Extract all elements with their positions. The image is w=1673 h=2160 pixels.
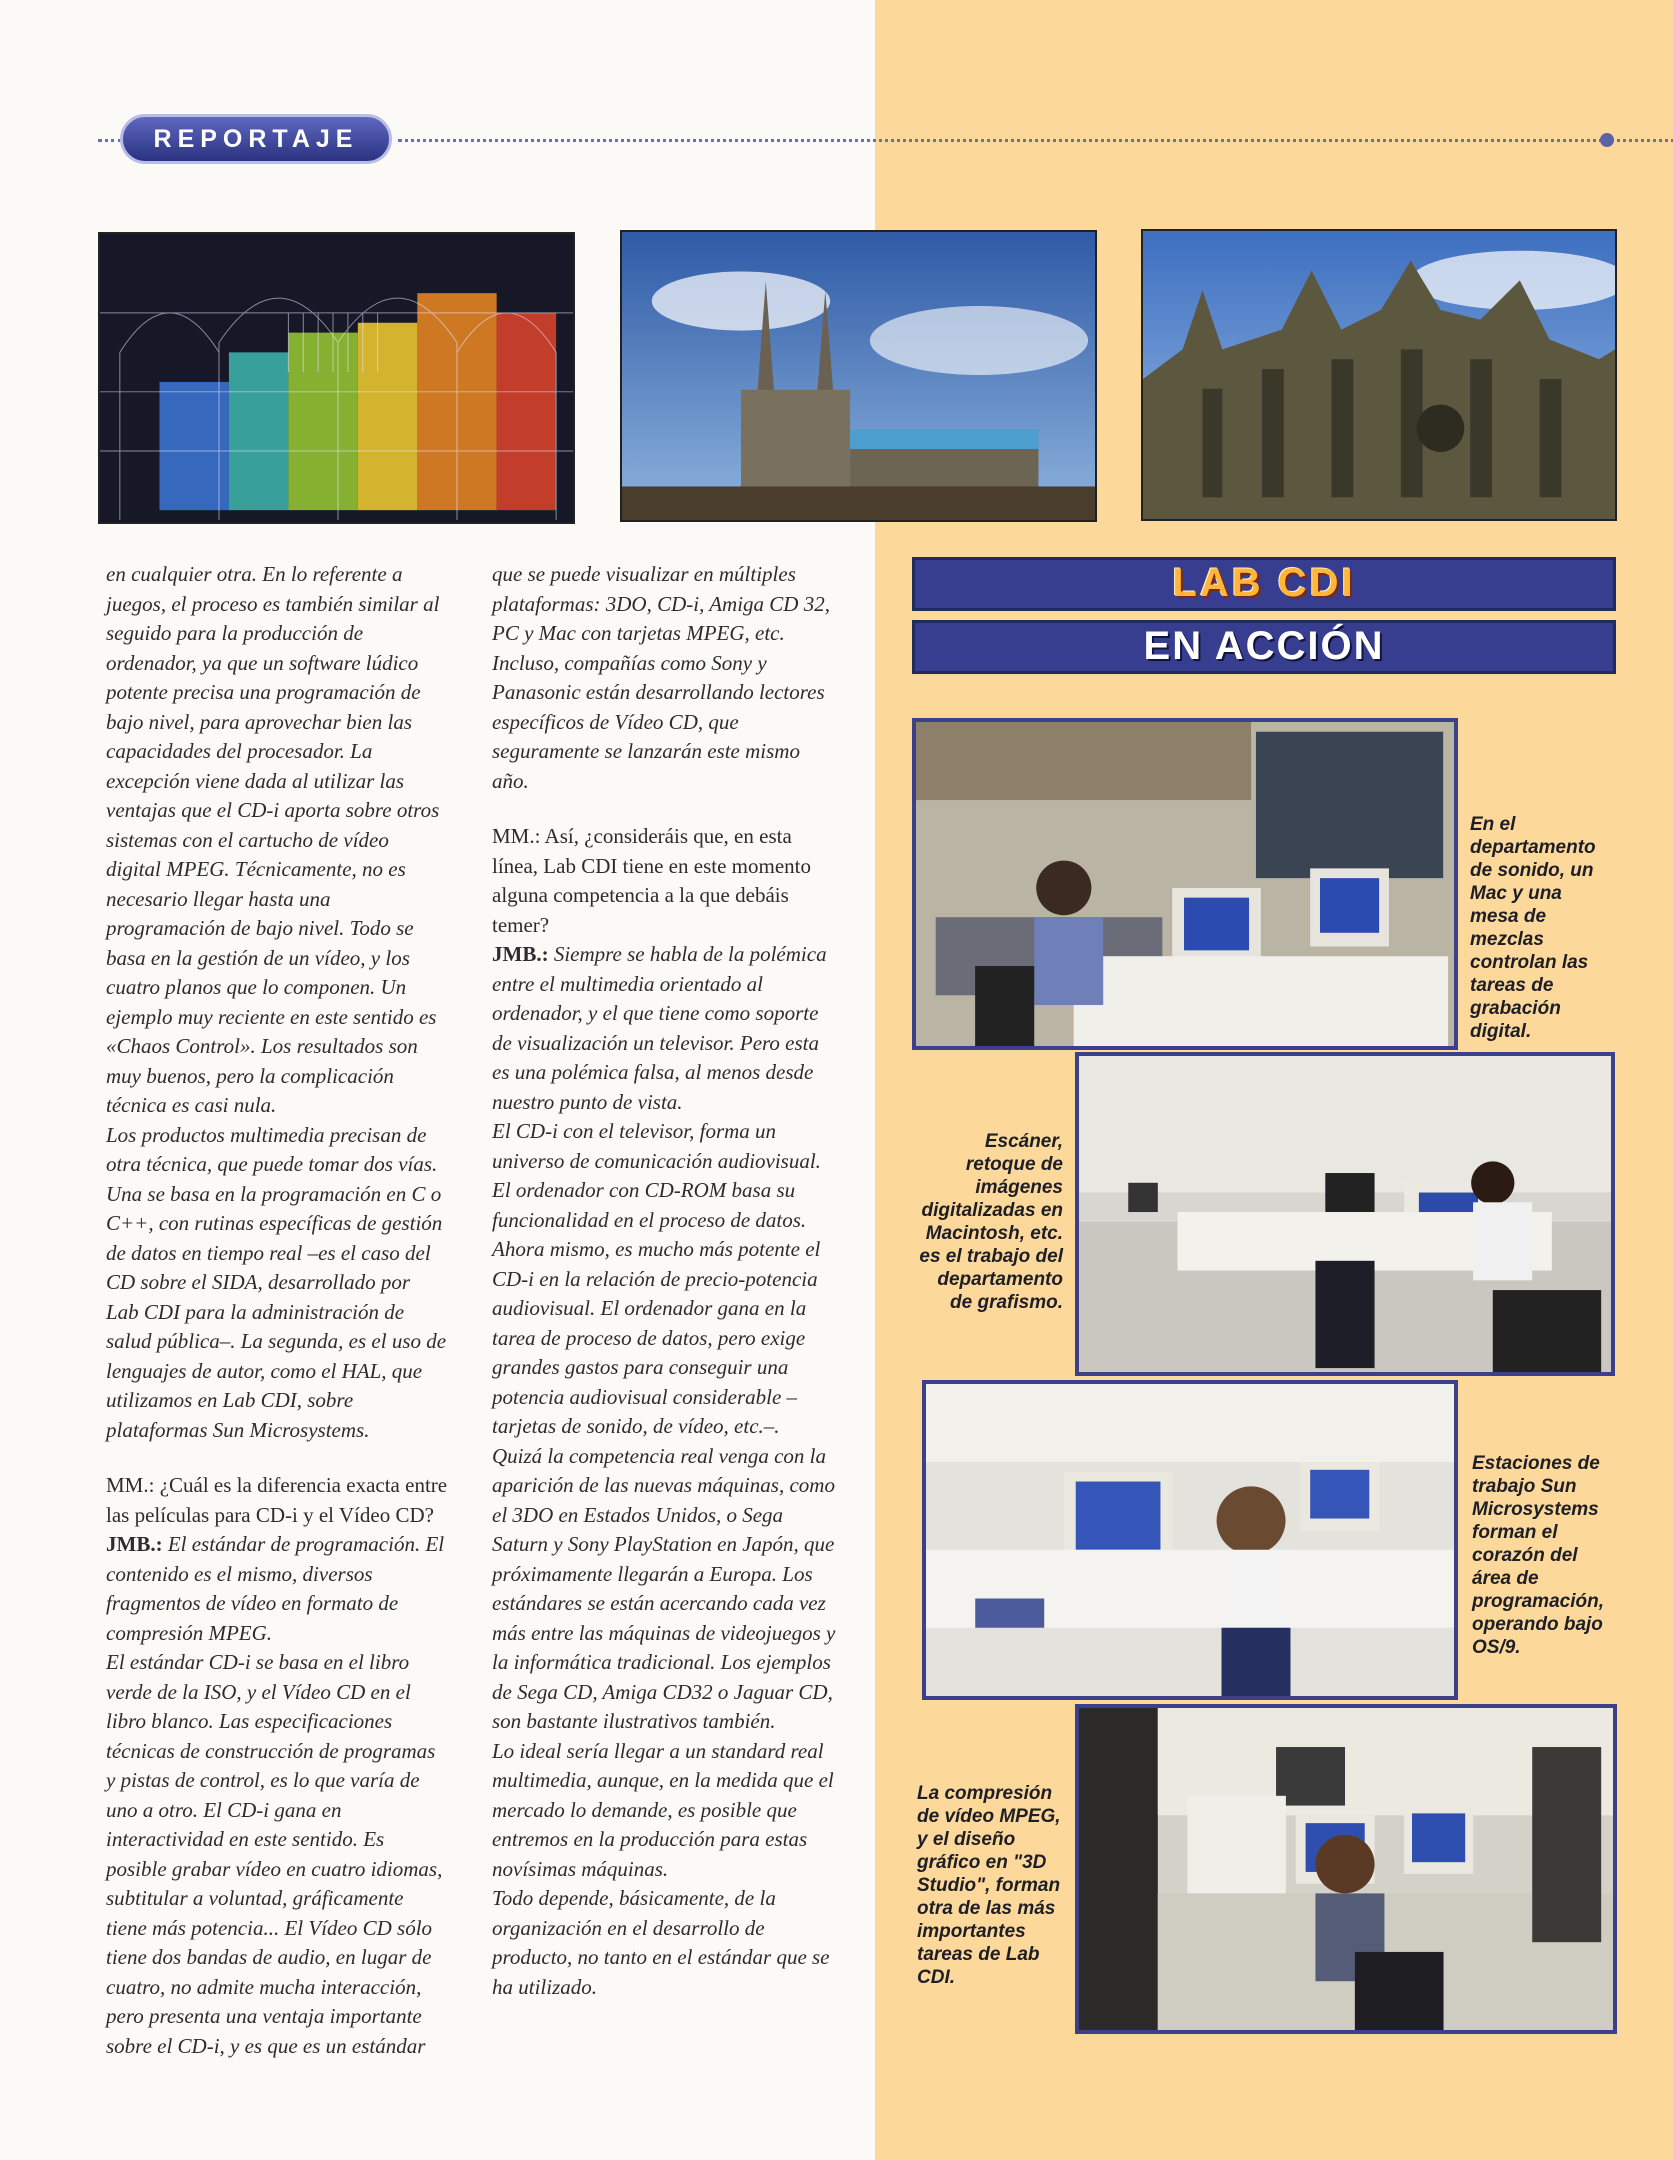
col2-paragraph-6: Todo depende, básicamente, de la organización en el desarrollo de producto, no tanto en el estándar que se ha utilizado. [492, 1886, 830, 1999]
col2-question-1 [492, 822, 838, 940]
sun-workstations-image [922, 1380, 1458, 1700]
col2-answer-1-text: Siempre se habla de la polémica entre el multimedia orientado al ordenador, y el que tiene como soporte de visualización un televisor. Pero esta es una polémica falsa, al menos desde nuestro punto de vista. [492, 942, 827, 1114]
col1-question-1-text: ¿Cuál es la diferencia exacta entre las películas para CD-i y el Vídeo CD? [106, 1473, 448, 1527]
interviewer-label: MM.: [492, 824, 541, 848]
sound-department-image [912, 718, 1458, 1050]
article-column-1 [106, 560, 448, 2061]
header-end-dot [1600, 133, 1614, 147]
article-column-2 [492, 560, 838, 2002]
interviewer-label: MM.: [106, 1473, 155, 1497]
header-dotted-rule [398, 139, 1673, 142]
section-label: REPORTAJE [120, 114, 392, 164]
mpeg-studio-image [1075, 1704, 1617, 2034]
sidebar-title-line-1: LAB CDI [912, 557, 1616, 611]
col2-answer-1 [492, 940, 838, 1117]
caption-mpeg-studio: La compresión de vídeo MPEG, y el diseño gráfico en "3D Studio", forman otra de las más importantes tareas de Lab CDI. [917, 1783, 1061, 1988]
col2-paragraph-1: que se puede visualizar en múltiples plataformas: 3DO, CD-i, Amiga CD 32, PC y Mac con tarjetas MPEG, etc. [492, 562, 830, 645]
col2-paragraph-2: Incluso, compañías como Sony y Panasonic están desarrollando lectores específicos de Vídeo CD, que seguramente se lanzarán este mismo año. [492, 650, 825, 793]
col2-paragraph-3: El CD-i con el televisor, forma un universo de comunicación audiovisual. El ordenador con CD-ROM basa su funcionalidad en el proceso de datos. Ahora mismo, es mucho más potente el CD-i en la relación de precio-potencia audiovisual. El ordenador gana en la tarea de proceso de datos, pero exige grandes gastos para conseguir una potencia audiovisual considerable –tarjetas de sonido, de vídeo, etc.–. [492, 1119, 821, 1438]
interviewee-label: JMB.: [492, 942, 549, 966]
col1-paragraph-2: Los productos multimedia precisan de otra técnica, que puede tomar dos vías. Una se basa en la programación en C o C++, con rutinas específicas de gestión de datos en tiempo real –es el caso del CD sobre el SIDA, desarrollado por Lab CDI para la administración de salud pública–. La segunda, es el uso de lenguajes de autor, como el HAL, que utilizamos en Lab CDI, sobre plataformas Sun Microsystems. [106, 1122, 447, 1442]
graphics-department-image [1075, 1052, 1615, 1376]
caption-sound-department: En el departamento de sonido, un Mac y una mesa de mezclas controlan las tareas de grabación digital. [1470, 814, 1596, 1042]
sidebar-title-line-2: EN ACCIÓN [912, 620, 1616, 674]
caption-graphics-department: Escáner, retoque de imágenes digitalizadas en Macintosh, etc. es el trabajo del departamento de grafismo. [919, 1131, 1063, 1313]
col1-paragraph-1: en cualquier otra. En lo referente a juegos, el proceso es también similar al seguido para la producción de ordenador, ya que un software lúdico potente precisa una programación de bajo nivel, para aprovechar bien las capacidades del procesador. La excepción viene dada al utilizar las ventajas que el CD-i aporta sobre otros sistemas con el cartucho de vídeo digital MPEG. Técnicamente, no es necesario llegar hasta una programación de bajo nivel. Todo se basa en la gestión de un vídeo, y los cuatro planos que lo componen. Un ejemplo muy reciente en este sentido es «Chaos Control». Los resultados son muy buenos, pero la complicación técnica es casi nula. [106, 562, 440, 1117]
caption-sun-workstations: Estaciones de trabajo Sun Microsystems forman el corazón del área de programación, operando bajo OS/9. [1472, 1453, 1604, 1658]
col1-paragraph-3: El estándar CD-i se basa en el libro verde de la ISO, y el Vídeo CD en el libro blanco. Las especificaciones técnicas de construcción de programas y pistas de control, es lo que varía de uno a otro. El CD-i gana en interactividad en este sentido. Es posible grabar vídeo en cuatro idiomas, subtitular a voluntad, gráficamente tiene más potencia... El Vídeo CD sólo tiene dos bandas de audio, en lugar de cuatro, no admite mucha interacción, pero presenta una ventaja importante sobre el CD-i, y es que es un estándar [106, 1650, 443, 2058]
col2-question-1-text: Así, ¿consideráis que, en esta línea, Lab CDI tiene en este momento alguna competencia a la que debáis temer? [492, 824, 811, 937]
header-dotted-rule-left [98, 139, 122, 142]
col1-answer-1 [106, 1530, 448, 1648]
cathedral-apse-image [1141, 229, 1617, 521]
interviewee-label: JMB.: [106, 1532, 163, 1556]
cathedral-photo-image [620, 230, 1097, 522]
col2-paragraph-4: Quizá la competencia real venga con la aparición de las nuevas máquinas, como el 3DO en Estados Unidos, o Sega Saturn y Sony PlayStation en Japón, que próximamente llegarán a Europa. Los estándares se están acercando cada vez más entre las máquinas de videojuegos y la informática tradicional. Los ejemplos de Sega CD, Amiga CD32 o Jaguar CD, son bastante ilustrativos también. [492, 1443, 836, 1733]
col2-paragraph-5: Lo ideal sería llegar a un standard real multimedia, aunque, en la medida que el mercado lo demande, es posible que entremos en la producción para estas novísimas máquinas. [492, 1738, 834, 1881]
col1-answer-1-text: El estándar de programación. El contenido es el mismo, diversos fragmentos de vídeo en formato de compresión MPEG. [106, 1532, 445, 1645]
col1-question-1 [106, 1471, 448, 1530]
cathedral-wireframe-image [98, 232, 575, 524]
